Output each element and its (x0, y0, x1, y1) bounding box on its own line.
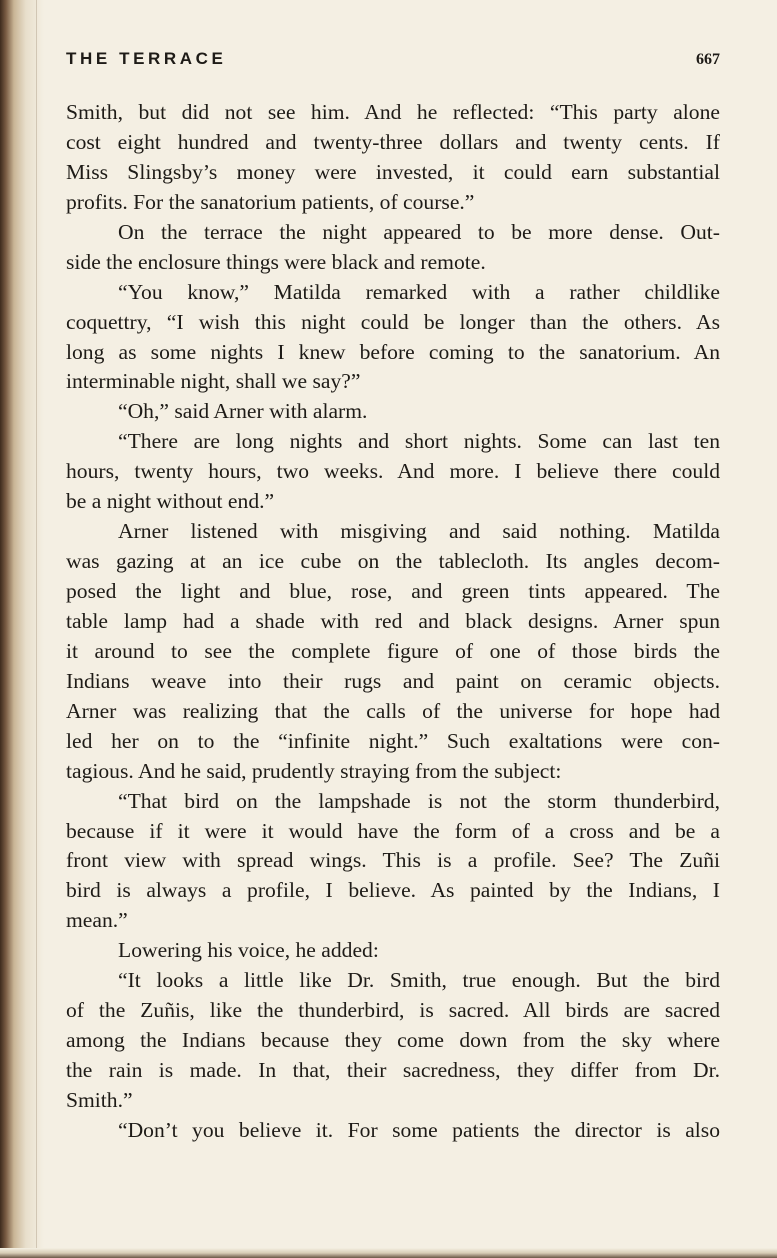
text-line: tagious. And he said, prudently straying from the subject: (66, 758, 562, 783)
text-line: led her on to the “infinite night.” Such exaltations were con- (66, 728, 720, 753)
page-bottom-edge (0, 1248, 777, 1258)
text-line: table lamp had a shade with red and black designs. Arner spun (66, 608, 720, 633)
text-line: hours, twenty hours, two weeks. And more. I believe there could (66, 459, 720, 484)
text-line: “There are long nights and short nights. Some can last ten (118, 429, 720, 454)
body-text (66, 98, 720, 1146)
text-line: Lowering his voice, he added: (118, 938, 379, 963)
text-line: among the Indians because they come down from the sky where (66, 1028, 720, 1053)
text-line: Arner listened with misgiving and said nothing. Matilda (118, 519, 720, 544)
text-line: Arner was realizing that the calls of the universe for hope had (66, 698, 720, 723)
text-line: cost eight hundred and twenty-three dollars and twenty cents. If (66, 129, 720, 154)
text-line: Smith, but did not see him. And he reflected: “This party alone (66, 100, 720, 124)
text-line: “Don’t you believe it. For some patients the director is also (118, 1117, 720, 1142)
text-line: it around to see the complete figure of one of those birds the (66, 638, 720, 663)
text-line: long as some nights I knew before coming to the sanatorium. An (66, 339, 720, 364)
text-line: Indians weave into their rugs and paint on ceramic objects. (66, 668, 720, 693)
text-line: front view with spread wings. This is a profile. See? The Zuñi (66, 848, 720, 873)
text-line: of the Zuñis, like the thunderbird, is sacred. All birds are sacred (66, 998, 720, 1023)
text-line: posed the light and blue, rose, and green tints appeared. The (66, 579, 720, 603)
text-line: the rain is made. In that, their sacredness, they differ from Dr. (66, 1058, 720, 1082)
text-line: interminable night, shall we say?” (66, 369, 361, 394)
text-line: Smith.” (66, 1087, 133, 1112)
page-number: 667 (696, 51, 720, 68)
text-line: “It looks a little like Dr. Smith, true enough. But the bird (118, 968, 720, 993)
text-line: “You know,” Matilda remarked with a rather childlike (118, 279, 720, 304)
page-header (66, 49, 720, 73)
text-line: was gazing at an ice cube on the tablecloth. Its angles decom- (66, 549, 720, 574)
text-line: profits. For the sanatorium patients, of course.” (66, 189, 475, 214)
text-line: because if it were it would have the form of a cross and be a (66, 818, 720, 843)
text-line: Miss Slingsby’s money were invested, it could earn substantial (66, 159, 720, 184)
text-line: On the terrace the night appeared to be more dense. Out- (118, 219, 720, 244)
text-line: coquettry, “I wish this night could be longer than the others. As (66, 309, 720, 334)
book-spine-shadow (0, 0, 44, 1258)
text-line: side the enclosure things were black and remote. (66, 249, 486, 274)
text-line: mean.” (66, 908, 128, 933)
gutter-line (36, 0, 37, 1258)
running-head: THE TERRACE (66, 49, 227, 68)
text-line: bird is always a profile, I believe. As painted by the Indians, I (66, 878, 720, 903)
text-line: be a night without end.” (66, 489, 275, 514)
text-line: “That bird on the lampshade is not the storm thunderbird, (118, 788, 720, 813)
text-line: “Oh,” said Arner with alarm. (118, 399, 368, 424)
